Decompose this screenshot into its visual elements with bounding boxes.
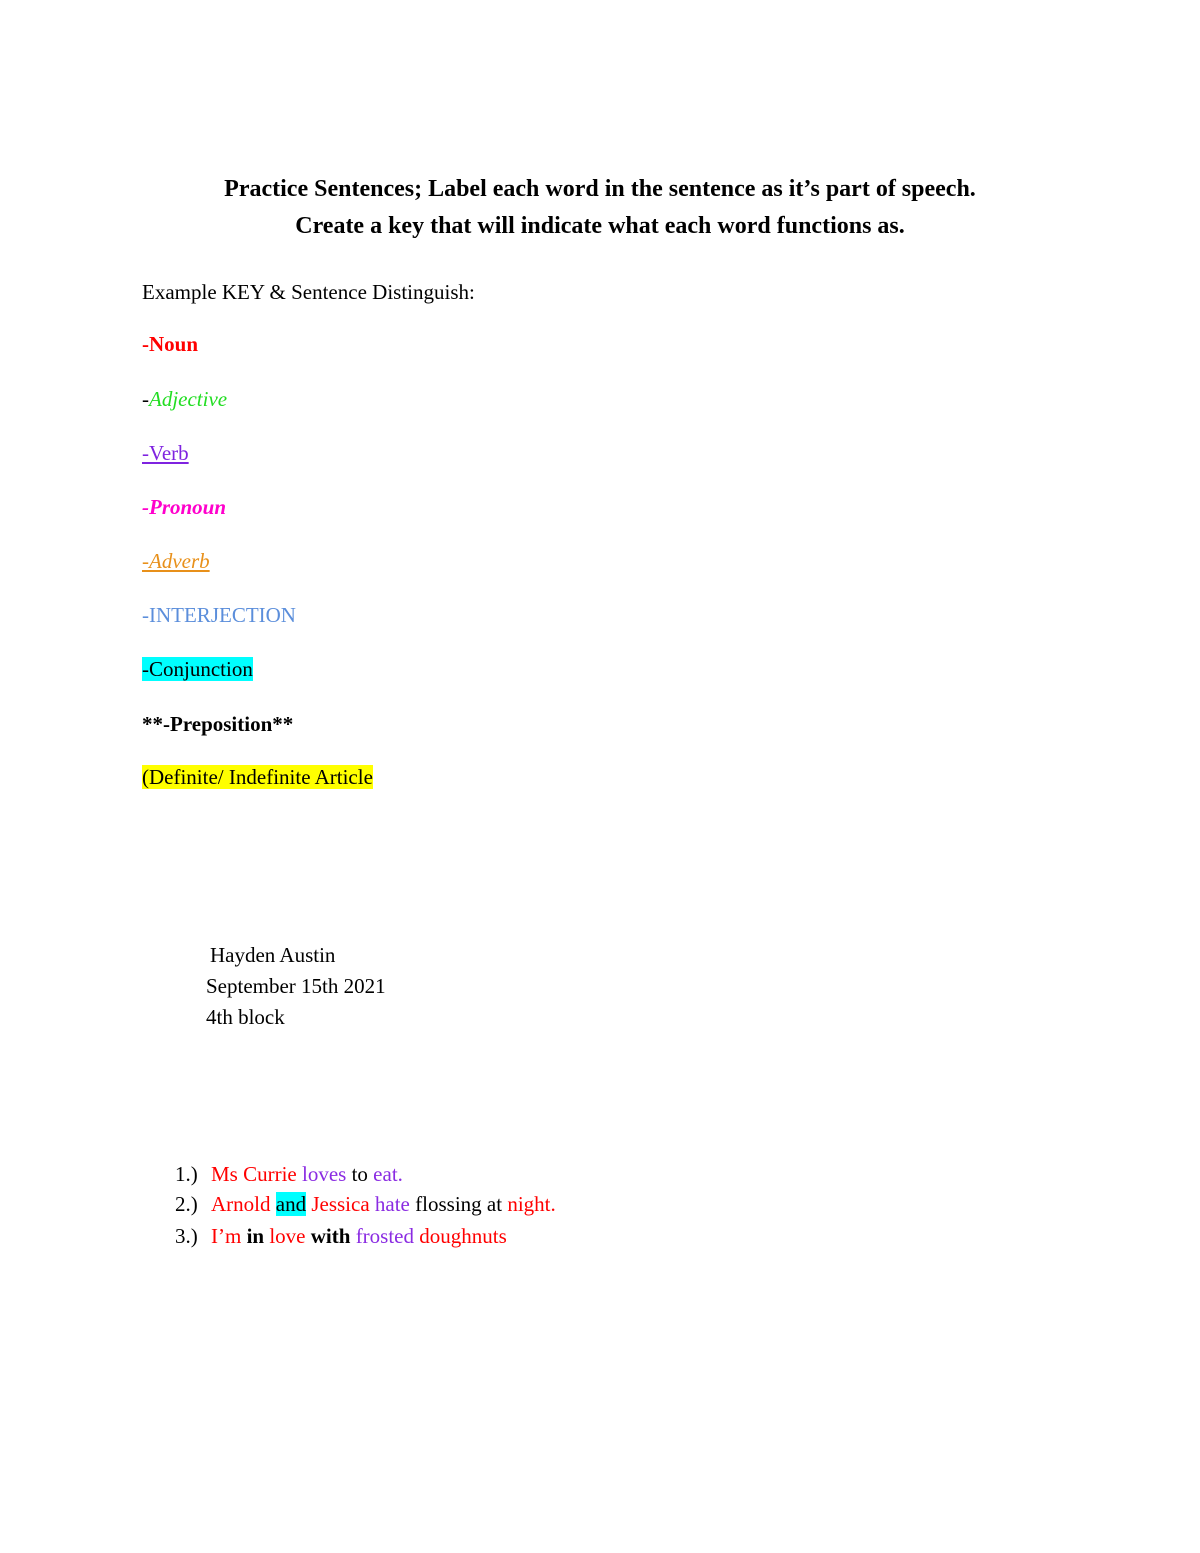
sentence-2	[175, 1190, 556, 1218]
heading-line-1: Practice Sentences; Label each word in the sentence as it’s part of speech.	[224, 176, 976, 202]
word-noun: doughnuts	[419, 1224, 507, 1248]
heading-line-2: Create a key that will indicate what each word functions as.	[295, 213, 905, 239]
word-plain: to	[351, 1162, 368, 1186]
word-noun: love	[269, 1224, 306, 1248]
key-article	[142, 763, 373, 791]
key-preposition: **-Preposition**	[142, 712, 294, 736]
word-noun: I’m	[211, 1224, 242, 1248]
key-adjective-label: Adjective	[149, 387, 228, 411]
word-noun: Jessica	[311, 1192, 370, 1216]
signature-date: September 15th 2021	[206, 974, 386, 998]
word-plain: flossing at	[415, 1192, 503, 1216]
key-adverb: -Adverb	[142, 549, 210, 573]
word-adjective: frosted	[355, 1224, 415, 1248]
word-preposition: with	[310, 1224, 351, 1248]
sentence-1	[175, 1160, 403, 1188]
key-pronoun: -Pronoun	[142, 495, 227, 519]
word-verb: hate	[374, 1192, 410, 1216]
sentence-3	[175, 1222, 507, 1250]
key-conjunction-label: -Conjunction	[142, 657, 253, 681]
word-verb: loves	[302, 1162, 347, 1186]
key-conjunction	[142, 655, 253, 683]
sentence-number: 2.)	[175, 1192, 198, 1216]
word-noun: Arnold	[211, 1192, 271, 1216]
key-verb: -Verb	[142, 441, 189, 465]
word-preposition: in	[246, 1224, 265, 1248]
word-noun: night.	[507, 1192, 556, 1216]
word-noun: Ms Currie	[211, 1162, 297, 1186]
key-article-label: (Definite/ Indefinite Article	[142, 765, 373, 789]
signature-block: 4th block	[206, 1005, 285, 1029]
key-noun: -Noun	[142, 332, 199, 356]
word-conjunction: and	[275, 1192, 307, 1216]
word-verb: eat.	[373, 1162, 403, 1186]
signature-name: Hayden Austin	[210, 943, 336, 967]
key-adjective-dash: -	[142, 387, 149, 411]
sentence-number: 1.)	[175, 1162, 198, 1186]
key-adjective	[142, 385, 227, 413]
key-intro: Example KEY & Sentence Distinguish:	[142, 280, 475, 304]
sentence-number: 3.)	[175, 1224, 198, 1248]
key-interjection: -INTERJECTION	[142, 603, 296, 627]
